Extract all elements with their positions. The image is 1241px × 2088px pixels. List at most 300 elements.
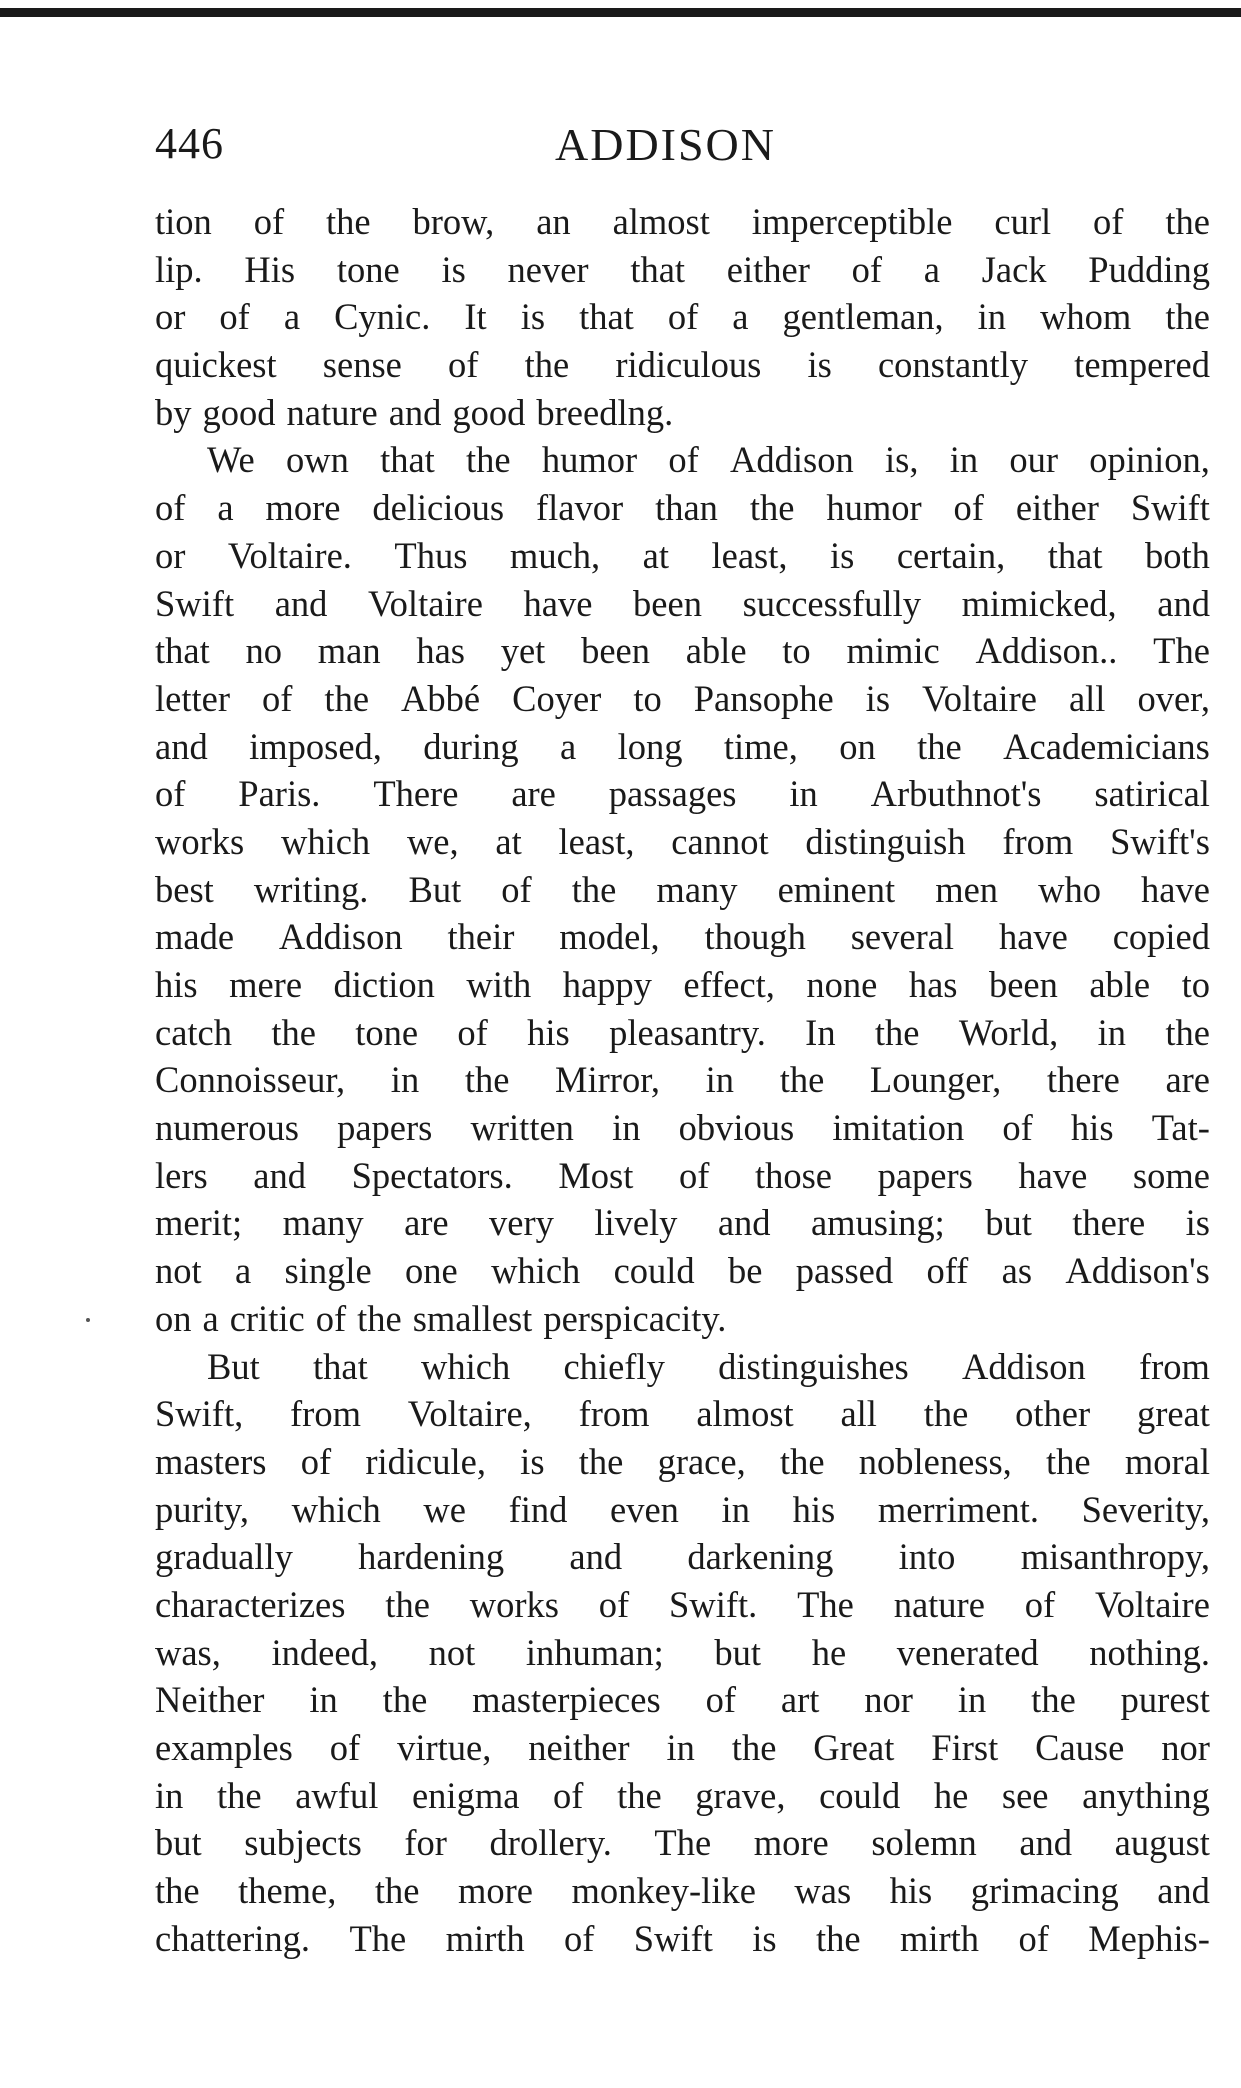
word: an [536,201,571,242]
word: numerous [155,1107,299,1149]
word: of [1093,201,1124,242]
word: Jack [981,248,1047,290]
word: of [501,868,532,910]
word: never [507,248,589,290]
word: nature [893,1583,985,1625]
word: Lounger, [869,1059,1002,1101]
page-number: 446 [155,119,224,168]
word: Voltaire [922,677,1037,719]
word: we [423,1488,466,1530]
word: and [569,1536,623,1578]
word: model, [559,916,660,958]
word: the [1165,296,1210,338]
word: darkening [687,1536,834,1578]
word: lip. [155,248,203,290]
word: even [610,1488,679,1530]
word: imposed, [249,725,382,767]
word: great [1136,1393,1210,1435]
word: their [447,916,515,958]
word: his [527,1011,570,1053]
word: tempered [1074,344,1210,386]
word: is [520,296,546,338]
word: of [457,1011,488,1053]
word: the [749,487,795,529]
word: solemn [871,1822,977,1864]
word: moral [1124,1440,1210,1482]
text-line [155,627,1210,675]
word: his [792,1488,836,1530]
word: from [1002,820,1074,862]
word: of [1002,1107,1033,1149]
word: we, [406,820,459,862]
word: into [898,1536,956,1578]
word: works [155,820,245,862]
word: more [457,1870,533,1912]
word: of [448,344,479,386]
word: could [819,1774,901,1816]
word: much, [509,534,601,576]
word: mimic [846,630,940,672]
text-line [155,246,1210,294]
word: or [155,534,186,576]
word: tone [336,248,400,290]
word: There [373,773,459,815]
word: Voltaire, [407,1393,532,1435]
word: subjects [244,1822,362,1864]
word: good [452,391,526,433]
word: our [1009,439,1058,481]
word: Cynic. [334,296,431,338]
word: grace, [657,1440,746,1482]
word: is [752,1917,777,1959]
word: effect, [683,964,775,1005]
word: delicious [372,487,505,529]
word: masterpieces [472,1679,661,1721]
word: both [1145,534,1210,576]
word: is [865,677,891,719]
word: have [523,582,593,624]
word: a [283,296,301,338]
word: ridiculous [615,344,762,386]
word: Great [813,1727,895,1768]
word: nor [1161,1727,1210,1768]
text-line [155,1438,1210,1486]
word: or [155,296,186,338]
word: to [782,630,811,672]
word: of [253,201,285,242]
word: the [385,1583,430,1625]
word: Addison [730,439,854,481]
word: virtue, [397,1727,492,1768]
word: in [977,296,1007,338]
word: works [469,1583,559,1625]
word: distinguish [805,820,966,862]
word: his [1070,1107,1114,1149]
word: Voltaire [368,582,483,624]
word: man [317,630,381,672]
word: during [423,725,519,767]
word: over, [1137,677,1210,719]
word: a [923,248,940,290]
word: is [1185,1202,1210,1244]
word: masters [155,1440,267,1482]
text-line [155,1724,1210,1772]
word: The [797,1583,854,1625]
word: grimacing [970,1870,1119,1912]
word: Voltaire [1095,1583,1210,1625]
word: those [754,1154,832,1196]
word: he [933,1774,969,1816]
word: letter [155,677,230,719]
word: writing. [253,868,369,910]
word: of [553,1774,584,1816]
word: perspicacity. [543,1297,727,1339]
word: mirth [899,1917,980,1959]
word: with [466,964,532,1005]
word: none [806,964,878,1005]
word: the [816,1917,861,1959]
word: the [923,1393,969,1435]
word: Voltaire. [227,534,352,576]
word: least, [558,820,635,862]
text-line [155,1629,1210,1677]
word: Tat- [1151,1107,1210,1149]
word: Pudding [1088,248,1210,290]
word: several [850,916,955,958]
text-line [155,341,1210,389]
word: have [1018,1154,1088,1196]
word: is [830,534,855,576]
word: on [839,725,876,767]
word: as [1001,1250,1033,1292]
word: eminent [777,868,896,910]
word: Coyer [512,677,602,719]
word: the [374,1870,420,1912]
word: been [633,582,702,624]
word: other [1015,1393,1091,1435]
word: his [889,1870,933,1912]
word: Most [558,1154,634,1196]
word: of [219,296,250,338]
word: the [1165,1011,1210,1053]
word: of [155,487,186,529]
word: It [464,296,487,338]
word: nor [864,1679,913,1721]
word: Mirror, [555,1059,661,1101]
word: Swift [155,582,235,624]
word: certain, [896,534,1006,576]
word: pleasantry. [609,1011,766,1053]
word: no [245,630,282,672]
text-line [155,723,1210,771]
word: the [324,677,370,719]
word: The [349,1917,407,1959]
word: could [613,1250,695,1292]
word: of [1024,1583,1056,1625]
word: gentleman, [782,296,944,338]
word: distinguishes [718,1345,909,1387]
word: almost [612,201,710,242]
text-line [155,1056,1210,1104]
text-line [155,961,1210,1009]
word: merriment. [877,1488,1039,1530]
word: in [390,1059,420,1101]
word: but [985,1202,1032,1244]
word: in [705,1059,735,1101]
word: of [678,1154,710,1196]
word: that [313,1345,368,1387]
word: and [717,1202,771,1244]
word: Spectators. [351,1154,513,1196]
word: men [935,868,999,910]
word: long [617,725,683,767]
word: indeed, [271,1631,378,1673]
word: of [705,1679,736,1721]
word: he [811,1631,847,1673]
word: opinion, [1089,439,1210,481]
word: ridicule, [365,1440,486,1482]
word: and [1157,1870,1210,1912]
word: But [408,868,462,910]
word: We [207,439,255,481]
word: by [155,391,192,433]
word: the [779,1440,825,1482]
margin-mark [86,1318,90,1322]
text-line [155,484,1210,532]
word: Swift's [1110,820,1210,862]
word: of [668,439,699,481]
word: there [1072,1202,1146,1244]
word: imperceptible [751,201,953,242]
word: chiefly [563,1345,665,1387]
word: of [667,296,699,338]
word: that [630,248,686,290]
word: the [917,725,962,767]
word: of [315,1297,347,1339]
word: but [155,1822,202,1864]
word: has [416,630,465,672]
word: smallest [412,1297,533,1339]
word: the [217,1774,262,1816]
word: purity, [155,1488,249,1530]
word: not [155,1250,202,1292]
word: which [291,1488,381,1530]
word: Connoisseur, [155,1059,346,1101]
word: Pansophe [693,677,834,719]
word: Addison.. [975,630,1118,672]
word: The [1153,630,1210,672]
word: enigma [411,1774,520,1816]
word: Abbé [401,677,481,719]
word: Addison [278,916,403,958]
word: the [1046,1440,1091,1482]
word: single [284,1250,372,1292]
word: all [1068,677,1106,719]
text-line [155,1867,1210,1915]
word: from [1138,1345,1210,1387]
word: have [998,916,1068,958]
word: on [155,1297,192,1339]
word: humor [541,439,638,481]
word: catch [155,1011,232,1053]
word: misanthropy, [1020,1536,1210,1578]
word: which [421,1345,511,1387]
word: who [1038,868,1101,910]
word: a [202,1297,219,1339]
word: venerated [896,1631,1039,1673]
word: in [1097,1011,1127,1053]
text-line [155,770,1210,818]
word: of [329,1727,361,1768]
word: find [508,1488,568,1530]
word: but [714,1631,762,1673]
word: breedlng. [536,391,674,433]
word: art [780,1679,820,1721]
word: at [495,820,522,862]
word: been [581,630,650,672]
word: is, [884,439,919,481]
word: passages [608,773,737,815]
word: successfully [742,582,921,624]
word: Severity, [1081,1488,1210,1530]
text-line [155,1247,1210,1295]
word: Swift [633,1917,713,1959]
word: merit; [155,1202,243,1244]
word: constantly [877,344,1029,386]
word: able [1089,964,1151,1005]
word: quickest [155,344,277,386]
text-line [155,1390,1210,1438]
word: there [1046,1059,1120,1101]
word: Swift. [669,1583,758,1625]
word: of [598,1583,630,1625]
word: satirical [1094,773,1210,815]
word: grave, [695,1774,786,1816]
word: very [489,1202,554,1244]
word: gradually [155,1536,293,1578]
word: the [1165,201,1210,242]
word: of [300,1440,332,1482]
word: papers [877,1154,973,1196]
word: in [309,1679,338,1721]
word: the [466,439,511,481]
word: for [404,1822,447,1864]
word: nothing. [1089,1631,1210,1673]
word: in [721,1488,750,1530]
word: which [491,1250,581,1292]
word: in [155,1774,184,1816]
word: mimicked, [961,582,1117,624]
word: best [155,868,214,910]
word: Addison's [1065,1250,1210,1292]
word: to [633,677,662,719]
text-line [155,675,1210,723]
word: awful [295,1774,379,1816]
word: and [253,1154,306,1196]
word: are [1165,1059,1210,1101]
word: in [666,1727,695,1768]
word: in [612,1107,641,1149]
word: and [1019,1822,1073,1864]
word: amusing; [810,1202,945,1244]
word: tion [155,201,212,242]
word: the [464,1059,510,1101]
word: lively [594,1202,678,1244]
word: of [851,248,883,290]
text-line [155,1676,1210,1724]
word: the [155,1870,200,1912]
word: at [642,534,669,576]
word: though [704,916,806,958]
word: Arbuthnot's [870,773,1042,815]
word: a [217,487,234,529]
word: which [280,820,371,862]
word: own [285,439,349,481]
word: Neither [155,1679,265,1721]
word: are [404,1202,449,1244]
word: to [1181,964,1210,1005]
word: been [988,964,1058,1005]
word: all [840,1393,877,1435]
word: in [949,439,979,481]
word: Academicians [1003,725,1210,767]
word: chattering. [155,1917,311,1959]
word: is [441,248,466,290]
word: are [511,773,556,815]
word: either [726,248,810,290]
word: and [274,582,328,624]
running-head: ADDISON [555,119,776,170]
word: than [655,487,718,529]
word: of [262,677,293,719]
word: time, [723,725,798,767]
word: that [1047,534,1103,576]
word: His [244,248,296,290]
text-line [155,389,1210,437]
word: the [731,1727,777,1768]
word: cannot [671,820,769,862]
word: the [571,868,617,910]
word: Addison [962,1345,1086,1387]
word: nature [286,391,378,433]
word: the [874,1011,920,1053]
text-line [155,1533,1210,1581]
word: from [290,1393,361,1435]
body-text [155,198,1210,1962]
word: the [1031,1679,1076,1721]
word: tone [355,1011,419,1053]
word: see [1001,1774,1049,1816]
word: imitation [832,1107,965,1149]
word: was [794,1870,852,1912]
word: characterizes [155,1583,346,1625]
word: able [685,630,747,672]
word: flavor [536,487,624,529]
word: whom [1040,296,1132,338]
word: and [155,725,208,767]
text-line [155,1819,1210,1867]
word: In [805,1011,836,1053]
word: the [779,1059,825,1101]
text-line [155,818,1210,866]
text-line [155,1104,1210,1152]
word: copied [1112,916,1210,958]
text-line [155,913,1210,961]
word: of [953,487,984,529]
word: Mephis- [1088,1917,1210,1959]
word: be [728,1250,763,1292]
word: either [1015,487,1099,529]
